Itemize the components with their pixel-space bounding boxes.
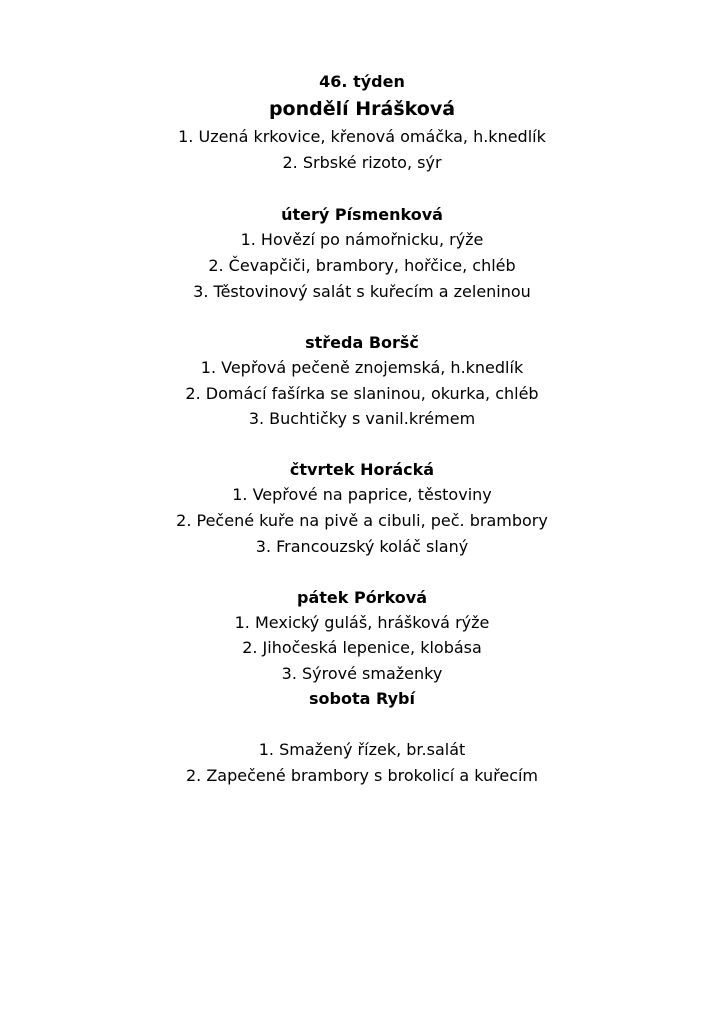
menu-item: 1. Uzená krkovice, křenová omáčka, h.knedlík	[178, 127, 546, 146]
day-heading-wednesday: středa Boršč	[305, 333, 419, 352]
menu-item: 1. Mexický guláš, hrášková rýže	[234, 613, 490, 632]
menu-item: 3. Těstovinový salát s kuřecím a zeleninou	[193, 282, 531, 301]
menu-item: 2. Srbské rizoto, sýr	[282, 153, 442, 172]
day-heading-tuesday: úterý Písmenková	[281, 205, 443, 224]
menu-item: 3. Buchtičky s vanil.krémem	[248, 409, 476, 428]
week-title: 46. týden	[319, 72, 405, 91]
menu-item: 1. Vepřové na paprice, těstoviny	[232, 485, 492, 504]
menu-item: 2. Domácí fašírka se slaninou, okurka, chléb	[185, 384, 539, 403]
menu-item: 1. Vepřová pečeně znojemská, h.knedlík	[200, 358, 524, 377]
menu-item: 2. Jihočeská lepenice, klobása	[242, 638, 482, 657]
menu-item: 2. Čevapčiči, brambory, hořčice, chléb	[208, 256, 516, 275]
menu-item: 2. Zapečené brambory s brokolicí a kuřecím	[185, 766, 539, 785]
day-heading-monday: pondělí Hrášková	[268, 98, 456, 120]
menu-item: 3. Francouzský koláč slaný	[255, 537, 469, 556]
menu-item: 1. Smažený řízek, br.salát	[258, 740, 466, 759]
menu-item: 2. Pečené kuře na pivě a cibuli, peč. brambory	[176, 511, 548, 530]
day-heading-thursday: čtvrtek Horácká	[289, 460, 435, 479]
menu-item: 1. Hovězí po námořnicku, rýže	[240, 230, 484, 249]
day-heading-friday: pátek Pórková	[297, 588, 427, 607]
day-heading-saturday: sobota Rybí	[309, 689, 415, 708]
menu-item: 3. Sýrové smaženky	[281, 664, 443, 683]
